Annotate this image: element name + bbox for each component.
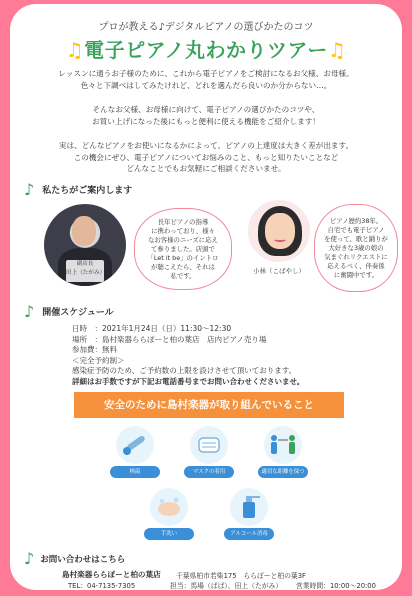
title-text: 電子ピアノ丸わかりツアー (84, 38, 328, 62)
store-phone[interactable]: TEL：04-7135-7305 (68, 582, 136, 590)
intro-paragraph-3: 実は、どんなピアノをお使いになるかによって、ピアノの上達度は大きく差が出ます。 この機会にぜひ、電子ピアノについてお悩みのこと、もっと知りたいことなど どんなことでもお気軽にご相談くださいませ。 (58, 141, 354, 173)
staff-illustration-kobayashi (248, 200, 310, 262)
safety-item-sanitizer: アルコール消毒 (224, 486, 274, 544)
schedule-details: 日時 ：2021年1月24日（日）11:30～12:30 場所 ：島村楽器ららぽーと柏の葉店 店内ピアノ売り場 参加費：無料 ＜完全予約制＞ 感染症予防のため、ご予約数の上限を設けさせて頂いております。 詳細はお手数ですが下記お電話番号までお問い合わせくださいませ。 (72, 324, 305, 386)
staff-contact: 担当：馬場（ばば）、田上（たがみ） (170, 582, 283, 590)
music-note-icon: ♪ (24, 180, 35, 199)
store-address: 千葉県柏市若柴175 ららぽーと柏の葉3F (176, 572, 306, 580)
safety-item-temperature: 検温 (110, 424, 160, 482)
page-title (10, 34, 402, 63)
thermometer-icon (116, 426, 154, 464)
intro-paragraph-1: レッスンに通うお子様のために、これから電子ピアノをご検討になるお父様、お母様。 色々と下調べはしてみたけれど、どれを選んだら良いのか分からない…。 (58, 69, 354, 90)
speech-bubble-tagami: 長年ピアノの指導 に携わっており、様々 なお客様のニーズに応え て参りました。店頭で 「Let it be」のイントロ が聴こえたら、それは 私です。 (134, 208, 232, 290)
mask-icon (190, 426, 228, 464)
subtitle: プロが教える♪デジタルピアノの選びかたのコツ (98, 22, 314, 33)
intro-paragraph-2: そんなお父様、お母様に向けて、電子ピアノの選びかたのコツや、 お買い上げになった後にもっと便利に使える機能をご紹介します！ (92, 105, 320, 126)
safety-banner: 安全のために島村楽器が取り組んでいること (74, 392, 344, 418)
distance-icon (264, 426, 302, 464)
flyer-card (10, 4, 402, 590)
safety-item-mask: マスクの着用 (184, 424, 234, 482)
safety-item-distance: 適切な距離を保つ (258, 424, 308, 482)
music-note-icon: ♫ (65, 38, 85, 62)
safety-item-handwash: 手洗い (144, 486, 194, 544)
staff-photo-tagami (44, 204, 126, 286)
store-name: 島村楽器ららぽーと柏の葉店 (62, 570, 161, 579)
safety-infographic (96, 418, 322, 548)
speech-bubble-kobayashi: ピアノ歴約38年。 自宅でも電子ピアノ を使って、歌と踊りが 大好きな3歳の娘の 気まぐれリクエストに 応えるべく、伴奏係 に奮闘中です。 (314, 204, 398, 292)
music-note-icon: ♪ (24, 549, 35, 568)
music-note-icon: ♫ (327, 38, 347, 62)
music-note-icon: ♪ (24, 302, 35, 321)
hand-wash-icon (150, 488, 188, 526)
sanitizer-icon (230, 488, 268, 526)
staff-caption-kobayashi: 小林（こばやし） (253, 267, 305, 275)
schedule-heading: ♪ 開催スケジュール (24, 302, 114, 321)
staff-name-tag: 副店長 田上（たがみ） (66, 260, 104, 282)
contact-heading: ♪ お問い合わせはこちら (24, 549, 126, 568)
business-hours: 営業時間：10:00～20:00 (296, 582, 376, 590)
guides-heading: ♪ 私たちがご案内します (24, 180, 133, 199)
